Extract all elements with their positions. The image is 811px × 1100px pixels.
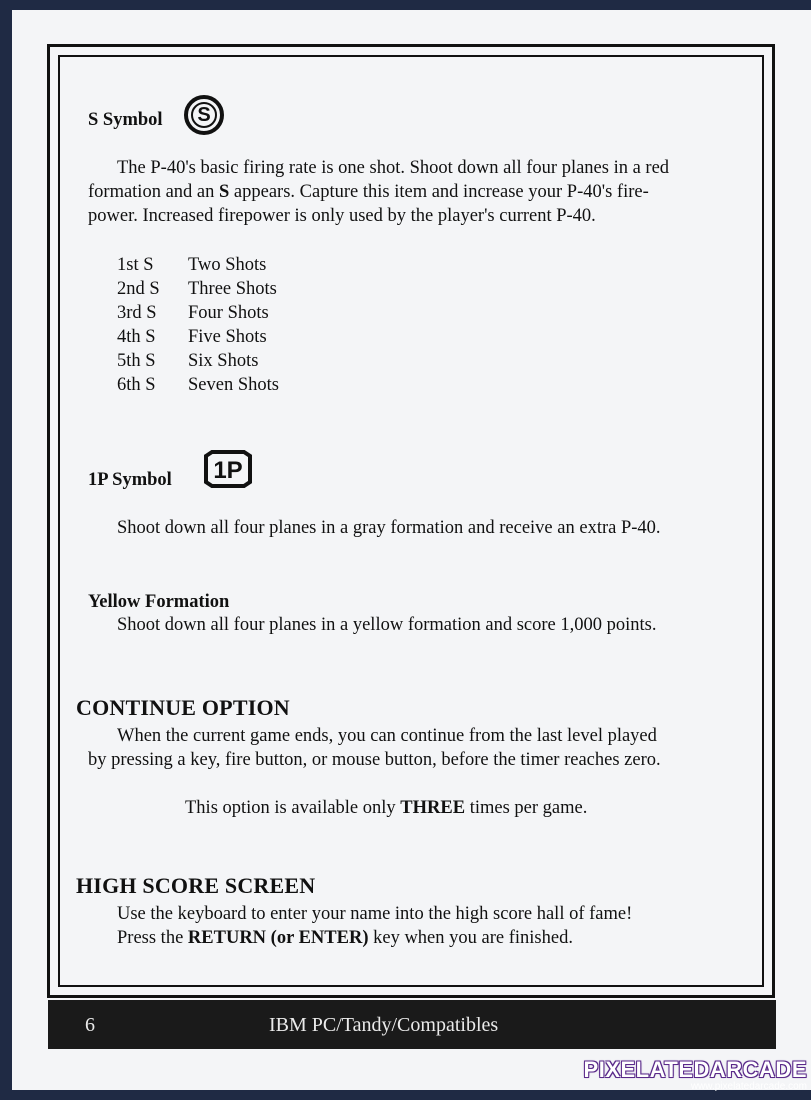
page-footer: [48, 1000, 776, 1049]
watermark: [584, 1057, 807, 1092]
high-score-line-1: Use the keyboard to enter your name into the high score hall of fame!: [117, 904, 633, 924]
continue-option-line-1: When the current game ends, you can continue from the last level played: [117, 726, 657, 746]
page-number: 6: [85, 1014, 95, 1036]
manual-page: [12, 10, 811, 1090]
high-score-heading: HIGH SCORE SCREEN: [76, 873, 316, 898]
continue-option-heading: CONTINUE OPTION: [76, 695, 290, 720]
extra-life-icon-shape: [202, 450, 254, 488]
table-shots: Seven Shots: [188, 375, 279, 395]
yellow-formation-heading: Yellow Formation: [88, 592, 230, 612]
continue-option-note: This option is available only THREE times per game.: [185, 798, 588, 818]
yellow-formation-text: Shoot down all four planes in a yellow formation and score 1,000 points.: [117, 615, 657, 635]
s-symbol-paragraph-line-2: formation and an S appears. Capture this item and increase your P-40's fire-: [88, 182, 649, 202]
s-symbol-heading: S Symbol: [88, 110, 163, 130]
p1-symbol-text: Shoot down all four planes in a gray formation and receive an extra P-40.: [117, 518, 661, 538]
table-shots: Four Shots: [188, 303, 269, 323]
table-shots: Five Shots: [188, 327, 267, 347]
s-symbol-icon-letter: S: [191, 102, 217, 128]
table-level: 2nd S: [117, 279, 160, 299]
table-level: 3rd S: [117, 303, 157, 323]
table-shots: Three Shots: [188, 279, 277, 299]
continue-option-line-2: by pressing a key, fire button, or mouse button, before the timer reaches zero.: [88, 750, 661, 770]
watermark-url: www.pixelatedarcade.com: [690, 1081, 807, 1092]
p1-symbol-heading: 1P Symbol: [88, 470, 172, 490]
watermark-title: PIXELATEDARCADE: [583, 1057, 807, 1082]
high-score-line-2: Press the RETURN (or ENTER) key when you are finished.: [117, 928, 573, 948]
platform-label: IBM PC/Tandy/Compatibles: [269, 1014, 499, 1036]
table-level: 4th S: [117, 327, 156, 347]
extra-life-icon-text: 1P: [213, 457, 243, 484]
s-symbol-icon: [184, 95, 224, 135]
table-shots: Two Shots: [188, 255, 267, 275]
s-symbol-paragraph-line-3: power. Increased firepower is only used by the player's current P-40.: [88, 206, 596, 226]
table-level: 6th S: [117, 375, 156, 395]
table-shots: Six Shots: [188, 351, 259, 371]
table-level: 1st S: [117, 255, 154, 275]
s-symbol-paragraph-line-1: The P-40's basic firing rate is one shot. Shoot down all four planes in a red: [117, 158, 670, 178]
extra-life-icon: [202, 450, 254, 488]
table-level: 5th S: [117, 351, 156, 371]
